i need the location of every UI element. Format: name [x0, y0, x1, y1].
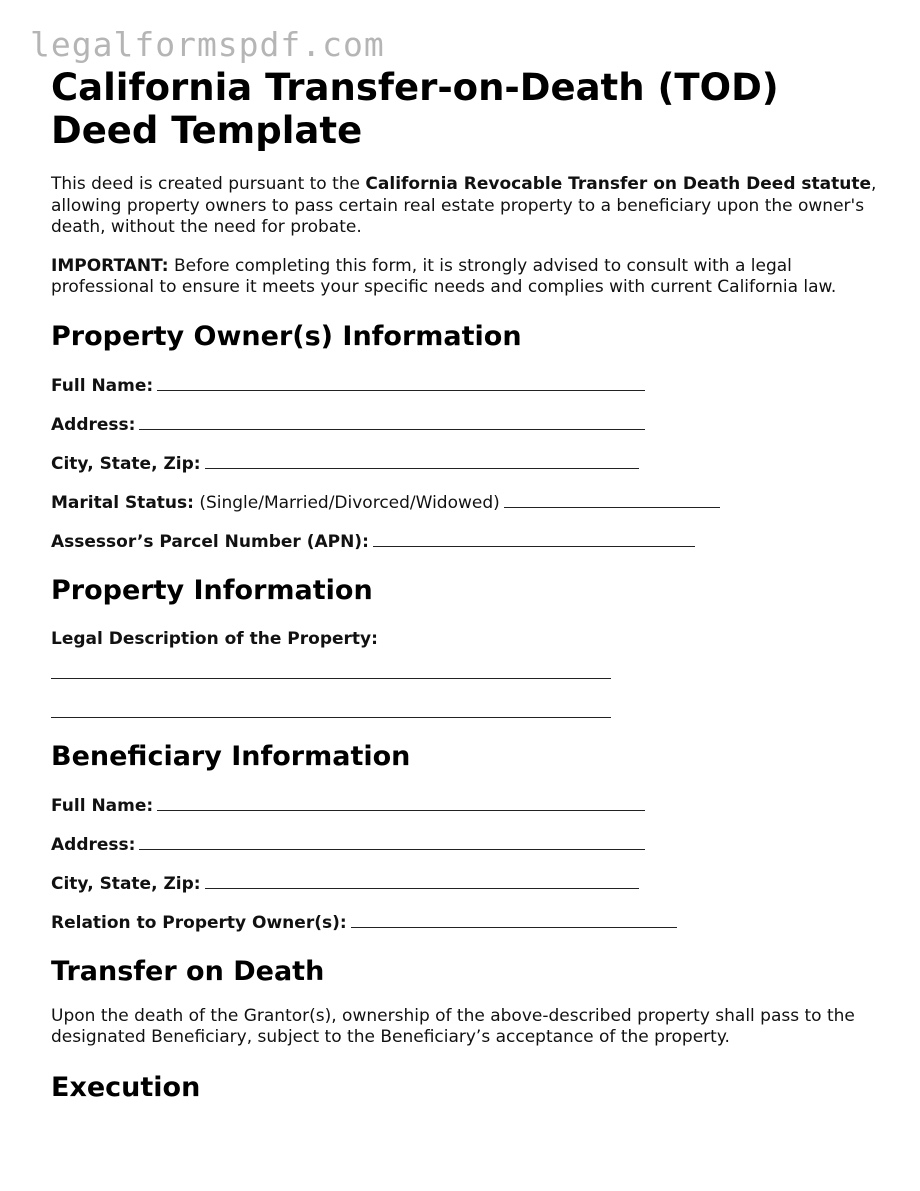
beneficiary-full-name-blank[interactable] — [157, 794, 645, 811]
owner-marital-field — [51, 491, 881, 513]
owner-full-name-label: Full Name: — [51, 375, 154, 396]
page-title: California Transfer-on-Death (TOD) Deed Template — [51, 66, 779, 152]
owner-apn-field — [51, 530, 881, 552]
owner-apn-blank[interactable] — [373, 530, 695, 547]
beneficiary-relation-blank[interactable] — [351, 911, 677, 928]
owner-section-heading: Property Owner(s) Information — [51, 320, 522, 352]
owner-marital-options: (Single/Married/Divorced/Widowed) — [199, 492, 500, 513]
important-notice — [51, 256, 881, 299]
intro-text-end: , allowing property owners to pass certain real estate property to a beneficiary upon the owner's death, without the need for probate. — [51, 174, 877, 237]
statute-name: California Revocable Transfer on Death Deed statute — [365, 174, 872, 194]
beneficiary-address-blank[interactable] — [139, 833, 645, 850]
beneficiary-address-field — [51, 833, 881, 855]
beneficiary-city-field — [51, 872, 881, 894]
beneficiary-full-name-label: Full Name: — [51, 795, 154, 816]
intro-paragraph — [51, 174, 881, 239]
document-page — [51, 66, 881, 1104]
transfer-section-heading: Transfer on Death — [51, 955, 325, 987]
legal-description-field — [51, 628, 881, 650]
beneficiary-full-name-field — [51, 794, 881, 816]
owner-marital-label: Marital Status: — [51, 492, 194, 513]
beneficiary-section-heading: Beneficiary Information — [51, 740, 411, 772]
intro-text-start: This deed is created pursuant to the — [51, 174, 366, 194]
transfer-paragraph: Upon the death of the Grantor(s), ownership of the above-described property shall pass to the designated Beneficiary, subject to the Beneficiary’s acceptance of the property. — [51, 1005, 855, 1047]
property-section-heading: Property Information — [51, 574, 373, 606]
watermark: legalformspdf.com — [30, 25, 385, 64]
owner-city-field — [51, 452, 881, 474]
owner-full-name-field — [51, 374, 881, 396]
owner-full-name-blank[interactable] — [157, 374, 645, 391]
legal-description-line-1[interactable] — [51, 678, 611, 679]
owner-address-field — [51, 413, 881, 435]
beneficiary-address-label: Address: — [51, 834, 136, 855]
legal-description-label: Legal Description of the Property: — [51, 628, 378, 649]
owner-address-label: Address: — [51, 414, 136, 435]
owner-apn-label: Assessor’s Parcel Number (APN): — [51, 531, 369, 552]
owner-marital-blank[interactable] — [504, 491, 720, 508]
owner-city-blank[interactable] — [205, 452, 639, 469]
beneficiary-relation-field — [51, 911, 881, 933]
beneficiary-relation-label: Relation to Property Owner(s): — [51, 912, 347, 933]
execution-section-heading: Execution — [51, 1071, 201, 1103]
important-label: IMPORTANT: — [51, 255, 169, 276]
owner-city-label: City, State, Zip: — [51, 453, 201, 474]
beneficiary-city-label: City, State, Zip: — [51, 873, 201, 894]
important-text: Before completing this form, it is strongly advised to consult with a legal professional to ensure it meets your specific needs and complies with current California law. — [51, 255, 837, 297]
owner-address-blank[interactable] — [139, 413, 645, 430]
legal-description-line-2[interactable] — [51, 717, 611, 718]
beneficiary-city-blank[interactable] — [205, 872, 639, 889]
